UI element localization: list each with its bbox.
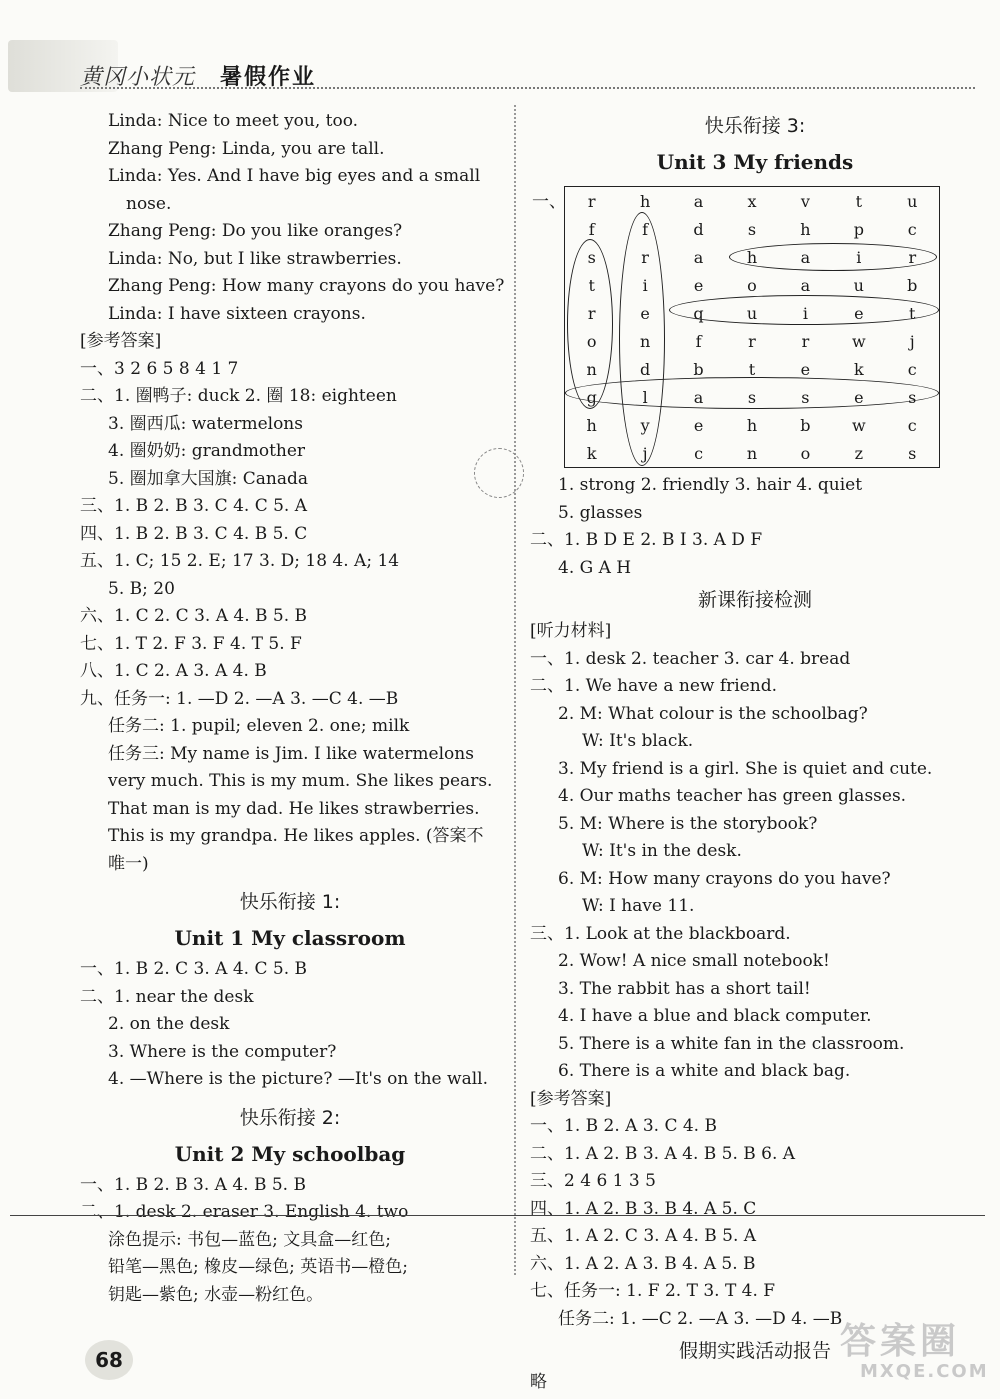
answer-line: 5. M: Where is the storybook? <box>558 813 818 834</box>
grid-letter: s <box>747 219 757 239</box>
grid-letter: i <box>642 275 648 295</box>
header-divider <box>80 87 975 89</box>
grid-letter: a <box>693 247 704 267</box>
grid-letter: s <box>908 443 917 463</box>
right-sections <box>530 582 980 1397</box>
grid-letter: d <box>640 359 651 379</box>
grid-letter: z <box>854 443 864 463</box>
answer-line: [参考答案] <box>530 1088 612 1109</box>
grid-letter: n <box>586 359 597 379</box>
answer-line: 4. Our maths teacher has green glasses. <box>558 786 907 806</box>
grid-letter: j <box>642 443 648 463</box>
answer-line: 七、1. T 2. F 3. F 4. T 5. F <box>80 633 302 654</box>
answer-line: very much. This is my mum. She likes pears. <box>108 771 493 791</box>
answer-line: 5. 圈加拿大国旗: Canada <box>108 468 308 489</box>
answer-line: 5. There is a white fan in the classroom. <box>558 1033 905 1054</box>
question-number: 一、 <box>532 192 566 212</box>
grid-letter: f <box>642 219 649 239</box>
grid-letter: t <box>588 275 595 295</box>
answer-line: 4. I have a blue and black computer. <box>558 1006 872 1026</box>
answer-line: W: It's black. <box>582 731 694 751</box>
grid-letter: i <box>802 303 808 323</box>
grid-letter: n <box>746 443 758 463</box>
grid-letter: t <box>748 359 756 379</box>
puzzle-answers <box>530 472 980 582</box>
grid-letter: b <box>693 359 704 379</box>
grid-letter: r <box>587 191 596 211</box>
grid-letter: d <box>693 219 704 239</box>
section-heading: 快乐衔接 3: <box>704 115 806 137</box>
grid-letter: h <box>586 415 597 435</box>
grid-letter: c <box>694 443 704 463</box>
grid-letter: s <box>801 387 810 407</box>
grid-letter: a <box>693 191 704 211</box>
answer-line: Zhang Peng: Do you like oranges? <box>108 221 403 241</box>
grid-letter: o <box>800 443 811 463</box>
watermark-main: 答案圈 <box>840 1321 961 1362</box>
grid-letter: r <box>908 247 917 267</box>
grid-letter: s <box>747 387 757 407</box>
grid-letter: a <box>800 247 811 267</box>
section-heading: 新课衔接检测 <box>697 589 812 611</box>
grid-letter: o <box>586 331 597 351</box>
grid-letter: f <box>588 219 595 239</box>
answer-line: 二、1. desk 2. eraser 3. English 4. two <box>80 1202 409 1222</box>
answer-line: nose. <box>126 193 172 214</box>
answer-line: 2. M: What colour is the schoolbag? <box>558 703 868 724</box>
answer-line: 钥匙—紫色; 水壶—粉红色。 <box>108 1284 324 1305</box>
grid-letter: e <box>693 275 704 295</box>
answer-line: That man is my dad. He likes strawberries. <box>108 798 480 819</box>
grid-letter: r <box>801 331 810 351</box>
answer-line: 七、任务一: 1. F 2. T 3. T 4. F <box>530 1281 776 1301</box>
answer-line: 4. 圈奶奶: grandmother <box>108 441 306 461</box>
answer-line: 一、1. B 2. C 3. A 4. C 5. B <box>80 959 308 979</box>
answer-line: [听力材料] <box>530 621 612 641</box>
grid-letter: w <box>851 331 866 351</box>
answer-line: W: I have 11. <box>582 896 695 916</box>
grid-letter: y <box>640 415 650 435</box>
grid-letter: o <box>747 275 757 295</box>
answer-line: 六、1. C 2. C 3. A 4. B 5. B <box>80 606 308 626</box>
answer-line: 二、1. A 2. B 3. A 4. B 5. B 6. A <box>530 1143 796 1164</box>
answer-line: 四、1. B 2. B 3. C 4. B 5. C <box>80 523 308 544</box>
answer-line: 九、任务一: 1. —D 2. —A 3. —C 4. —B <box>80 688 399 709</box>
answer-line: W: It's in the desk. <box>582 841 742 861</box>
grid-letter: j <box>909 331 915 351</box>
grid-letter: b <box>907 275 918 295</box>
answer-line: 5. B; 20 <box>108 578 175 599</box>
page-header <box>0 0 1000 100</box>
section-heading: 快乐衔接 1: <box>239 891 341 913</box>
answer-line: 六、1. A 2. A 3. B 4. A 5. B <box>530 1253 756 1274</box>
column-divider <box>514 105 516 1275</box>
answer-line: 3. 圈西瓜: watermelons <box>108 413 303 434</box>
answer-line: 3. Where is the computer? <box>108 1041 337 1062</box>
grid-letter: x <box>747 191 757 211</box>
grid-letter: a <box>693 387 704 407</box>
grid-letter: h <box>746 415 758 435</box>
answer-line: 一、1. B 2. B 3. A 4. B 5. B <box>80 1174 306 1195</box>
section-heading: 假期实践活动报告 <box>678 1340 831 1362</box>
grid-letter: e <box>854 387 864 407</box>
answer-line: 5. glasses <box>558 502 643 523</box>
footer-divider <box>10 1215 985 1216</box>
answer-line: 三、1. Look at the blackboard. <box>530 923 791 944</box>
answer-line: 任务二: 1. —C 2. —A 3. —D 4. —B <box>558 1308 843 1329</box>
answer-line: 四、1. A 2. B 3. B 4. A 5. C <box>530 1198 757 1219</box>
grid-letter: c <box>907 219 917 239</box>
unit-title: Unit 1 My classroom <box>174 926 406 950</box>
answer-line: This is my grandpa. He likes apples. (答案不 <box>108 826 484 846</box>
grid-letter: p <box>853 219 864 239</box>
grid-row <box>565 187 939 215</box>
answer-line: 唯一) <box>108 853 149 874</box>
grid-letter: t <box>855 191 863 211</box>
grid-letter: e <box>693 415 704 435</box>
grid-letter: k <box>586 443 597 463</box>
answer-line: 4. —Where is the picture? —It's on the wall. <box>108 1069 488 1089</box>
answer-line: 一、1. B 2. A 3. C 4. B <box>530 1116 717 1136</box>
answer-line: 略 <box>530 1372 547 1392</box>
grid-letter: g <box>586 387 597 407</box>
section-heading: 快乐衔接 2: <box>239 1106 341 1129</box>
grid-letter: c <box>907 359 917 379</box>
watermark-sub: MXQE.COM <box>860 1361 989 1382</box>
answer-line: Zhang Peng: How many crayons do you have? <box>108 276 505 296</box>
answer-line: 二、1. We have a new friend. <box>530 676 777 696</box>
grid-letter: n <box>639 331 651 351</box>
grid-letter: u <box>853 275 864 295</box>
grid-letter: u <box>907 191 918 211</box>
left-column <box>80 108 505 1309</box>
grid-letter: h <box>639 191 651 211</box>
answer-line: 4. G A H <box>558 557 632 578</box>
circle-glasses <box>565 377 939 409</box>
answer-line: 任务二: 1. pupil; eleven 2. one; milk <box>108 716 410 736</box>
word-search-puzzle <box>532 186 940 468</box>
answer-line: 三、1. B 2. B 3. C 4. C 5. A <box>80 496 308 516</box>
watermark-logo <box>800 1313 990 1393</box>
answer-line: 涂色提示: 书包—蓝色; 文具盒—红色; <box>108 1229 391 1250</box>
unit-title: Unit 3 My friends <box>656 150 854 174</box>
grid-letter: e <box>854 303 864 323</box>
grid-letter: q <box>693 303 704 323</box>
circle-quiet <box>669 295 939 325</box>
circle-friendly <box>619 212 665 466</box>
grid-letter: w <box>851 415 866 435</box>
grid-letter: l <box>642 387 648 407</box>
answer-line: 3. The rabbit has a short tail! <box>558 978 811 999</box>
grid-letter: c <box>907 415 917 435</box>
grid-letter: t <box>909 303 916 323</box>
brand-logo-text: 黄冈小状元 <box>80 65 196 90</box>
unit-title: Unit 2 My schoolbag <box>174 1141 406 1166</box>
grid-letter: r <box>587 303 596 323</box>
answer-line: 6. M: How many crayons do you have? <box>558 868 891 889</box>
book-subtitle: 暑假作业 <box>220 65 317 90</box>
grid-row <box>565 411 939 439</box>
answer-line: Linda: I have sixteen crayons. <box>108 303 366 324</box>
answer-line: 八、1. C 2. A 3. A 4. B <box>80 661 267 681</box>
answer-line: 二、1. 圈鸭子: duck 2. 圈 18: eighteen <box>80 386 397 406</box>
answer-line: Linda: Yes. And I have big eyes and a small <box>108 166 481 186</box>
answer-line: 二、1. near the desk <box>80 986 254 1007</box>
answer-line: 一、3 2 6 5 8 4 1 7 <box>80 358 239 379</box>
grid-letter: h <box>800 219 811 239</box>
grid-letter: e <box>640 303 650 323</box>
grid-letter: u <box>746 303 758 323</box>
grid-letter: v <box>800 191 810 211</box>
answer-line: 1. strong 2. friendly 3. hair 4. quiet <box>558 475 863 495</box>
grid-letter: s <box>587 247 596 267</box>
answer-line: 五、1. A 2. C 3. A 4. B 5. A <box>530 1226 757 1246</box>
page-number: 68 <box>85 1340 133 1380</box>
grid-letter: f <box>695 331 702 351</box>
grid-letter: a <box>800 275 811 295</box>
grid-letter: b <box>800 415 811 435</box>
grid-letter: r <box>641 247 649 267</box>
answer-line: Zhang Peng: Linda, you are tall. <box>108 138 385 159</box>
right-column <box>530 108 980 1397</box>
answer-line: Linda: No, but I like strawberries. <box>108 248 402 269</box>
answer-line: 2. on the desk <box>108 1014 230 1034</box>
grid-row <box>565 439 939 467</box>
answer-line: 五、1. C; 15 2. E; 17 3. D; 18 4. A; 14 <box>80 551 400 571</box>
answer-line: 二、1. B D E 2. B I 3. A D F <box>530 530 763 550</box>
grid-letter: r <box>748 331 756 351</box>
grid-letter: i <box>856 247 862 267</box>
circle-hair <box>729 243 937 271</box>
grid-letter: h <box>746 247 758 267</box>
answer-line: 2. Wow! A nice small notebook! <box>558 951 830 971</box>
grid-letter: e <box>800 359 811 379</box>
grid-letter: k <box>853 359 864 379</box>
answer-line: Linda: Nice to meet you, too. <box>108 111 359 131</box>
answer-line: 任务三: My name is Jim. I like watermelons <box>108 743 474 764</box>
grid-letter: s <box>908 387 917 407</box>
answer-line: 6. There is a white and black bag. <box>558 1061 851 1081</box>
answer-line: 三、2 4 6 1 3 5 <box>530 1171 656 1191</box>
grid-row <box>565 215 939 243</box>
answer-line: 一、1. desk 2. teacher 3. car 4. bread <box>530 648 851 669</box>
answer-line: 铅笔—黑色; 橡皮—绿色; 英语书—橙色; <box>108 1257 408 1277</box>
answer-line: [参考答案] <box>80 331 162 351</box>
answer-line: 3. My friend is a girl. She is quiet and cute. <box>558 758 933 779</box>
